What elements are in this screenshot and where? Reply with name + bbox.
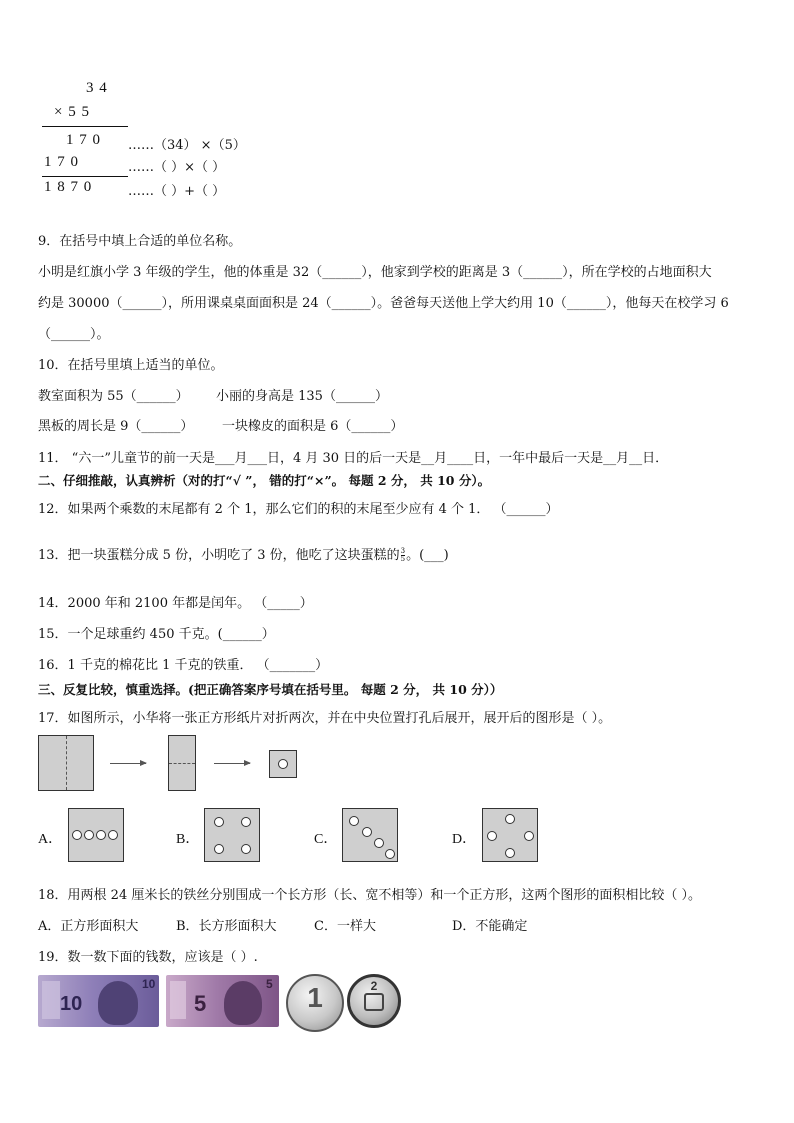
- hole: [96, 830, 106, 840]
- calc-row-4-note: ……（ ）×（ ）: [128, 160, 226, 175]
- q10-c: 黑板的周长是 9（______）: [38, 419, 194, 434]
- q12: 12．如果两个乘数的末尾都有 2 个 1，那么它们的积的末尾至少应有 4 个 1． （______）: [38, 502, 559, 517]
- coin-2-value: 2: [370, 979, 378, 993]
- hole: [214, 817, 224, 827]
- section-2-heading: 二、仔细推敲，认真辨析（对的打“√ ”， 错的打“×”。 每题 2 分， 共 10 分）。: [38, 473, 491, 488]
- portrait-icon: [98, 981, 138, 1025]
- note-10-value: 10: [60, 993, 83, 1015]
- q17-option-d-figure[interactable]: [482, 808, 538, 862]
- arrow-icon: [110, 763, 146, 764]
- q10-d: 一块橡皮的面积是 6（______）: [222, 419, 404, 434]
- q10-a: 教室面积为 55（______）: [38, 389, 189, 404]
- note-5-value: 5: [194, 991, 207, 1016]
- section-3-heading: 三、反复比较，慎重选择。(把正确答案序号填在括号里。 每题 2 分， 共 10 分））: [38, 682, 503, 697]
- q13-fraction-denominator: 5: [400, 555, 406, 563]
- q17-option-a-label[interactable]: A．: [38, 832, 63, 847]
- hole: [349, 816, 359, 826]
- calc-row-3-note: ……（34） ×（5）: [128, 138, 246, 153]
- calc-row-2: × 5 5: [54, 104, 90, 120]
- hole: [487, 831, 497, 841]
- calc-row-4: 1 7 0: [44, 154, 79, 170]
- note-5-corner-value: 5: [266, 977, 273, 991]
- q18-option-a[interactable]: A．正方形面积大: [38, 919, 139, 934]
- hole: [362, 827, 372, 837]
- calc-divider-2: [42, 176, 128, 177]
- calc-row-3: 1 7 0: [66, 132, 101, 148]
- watermark-area: [42, 981, 60, 1019]
- banknote-5-yuan: [166, 975, 279, 1027]
- q10-b: 小丽的身高是 135（______）: [216, 389, 388, 404]
- watermark-area: [170, 981, 186, 1019]
- q17-option-a-figure[interactable]: [68, 808, 124, 862]
- note-10-corner-value: 10: [142, 977, 156, 991]
- q19: 19．数一数下面的钱数，应该是（ ）.: [38, 950, 258, 965]
- q17-option-d-label[interactable]: D．: [452, 832, 477, 847]
- q13-tail: 。(___): [406, 548, 449, 563]
- q13-fraction: [401, 548, 405, 563]
- q13-text: 13．把一块蛋糕分成 5 份，小明吃了 3 份，他吃了这块蛋糕的: [38, 548, 400, 563]
- portrait-icon: [224, 981, 262, 1025]
- fold-step-2-rectangle: [168, 735, 196, 791]
- hole: [214, 844, 224, 854]
- q18: 18．用两根 24 厘米长的铁丝分别围成一个长方形（长、宽不相等）和一个正方形，这两个图形的面积相比较（ ）。: [38, 888, 701, 903]
- q16: 16．1 千克的棉花比 1 千克的铁重． （_______）: [38, 658, 329, 673]
- q9-line-1: 小明是红旗小学 3 年级的学生，他的体重是 32（______），他家到学校的距离是 3（______），所在学校的占地面积大: [38, 265, 712, 280]
- q11: 11． “六一”儿童节的前一天是___月___日，4 月 30 日的后一天是__月____日，一年中最后一天是__月__日．: [38, 451, 669, 466]
- q17-option-c-label[interactable]: C．: [314, 832, 338, 847]
- q17-option-c-figure[interactable]: [342, 808, 398, 862]
- calc-divider-1: [42, 126, 128, 127]
- hole: [374, 838, 384, 848]
- coin-1-value: 1: [307, 982, 323, 1013]
- fold-line-vertical: [66, 736, 67, 790]
- hole: [505, 814, 515, 824]
- coin-2-fen: [347, 974, 401, 1028]
- q17-option-b-label[interactable]: B．: [176, 832, 200, 847]
- q18-option-b[interactable]: B．长方形面积大: [176, 919, 277, 934]
- q15: 15．一个足球重约 450 千克。(______）: [38, 627, 275, 642]
- arrow-icon: [214, 763, 250, 764]
- hole: [241, 844, 251, 854]
- q14: 14．2000 年和 2100 年都是闰年。 （_____）: [38, 596, 313, 611]
- q17-option-b-figure[interactable]: [204, 808, 260, 862]
- banknote-10-yuan: [38, 975, 159, 1027]
- q9-line-3: （______）。: [38, 327, 110, 342]
- calc-row-5-note: ……（ ）+（ ）: [128, 184, 226, 199]
- coin-emblem-icon: [364, 993, 384, 1011]
- hole: [385, 849, 395, 859]
- q10-title: 10．在括号里填上适当的单位。: [38, 358, 224, 373]
- q18-option-d[interactable]: D．不能确定: [452, 919, 528, 934]
- coin-1-yuan: [286, 974, 344, 1032]
- hole: [84, 830, 94, 840]
- hole: [524, 831, 534, 841]
- fold-line-horizontal: [169, 763, 195, 764]
- calc-row-1: 3 4: [86, 80, 108, 96]
- fold-step-1-square: [38, 735, 94, 791]
- q9-line-2: 约是 30000（______），所用课桌桌面面积是 24（______）。爸爸每天送他上学大约用 10（______），他每天在校学习 6: [38, 296, 729, 311]
- hole: [241, 817, 251, 827]
- hole: [72, 830, 82, 840]
- q18-option-c[interactable]: C．一样大: [314, 919, 376, 934]
- q13-fraction-numerator: 3: [400, 547, 406, 555]
- q13: [38, 544, 449, 563]
- hole: [108, 830, 118, 840]
- calc-row-5: 1 8 7 0: [44, 179, 93, 195]
- q9-title: 9．在括号中填上合适的单位名称。: [38, 234, 242, 249]
- punched-hole: [278, 759, 288, 769]
- q17: 17．如图所示，小华将一张正方形纸片对折两次，并在中央位置打孔后展开，展开后的图形是（ ）。: [38, 711, 612, 726]
- fold-step-3-square: [269, 750, 297, 778]
- hole: [505, 848, 515, 858]
